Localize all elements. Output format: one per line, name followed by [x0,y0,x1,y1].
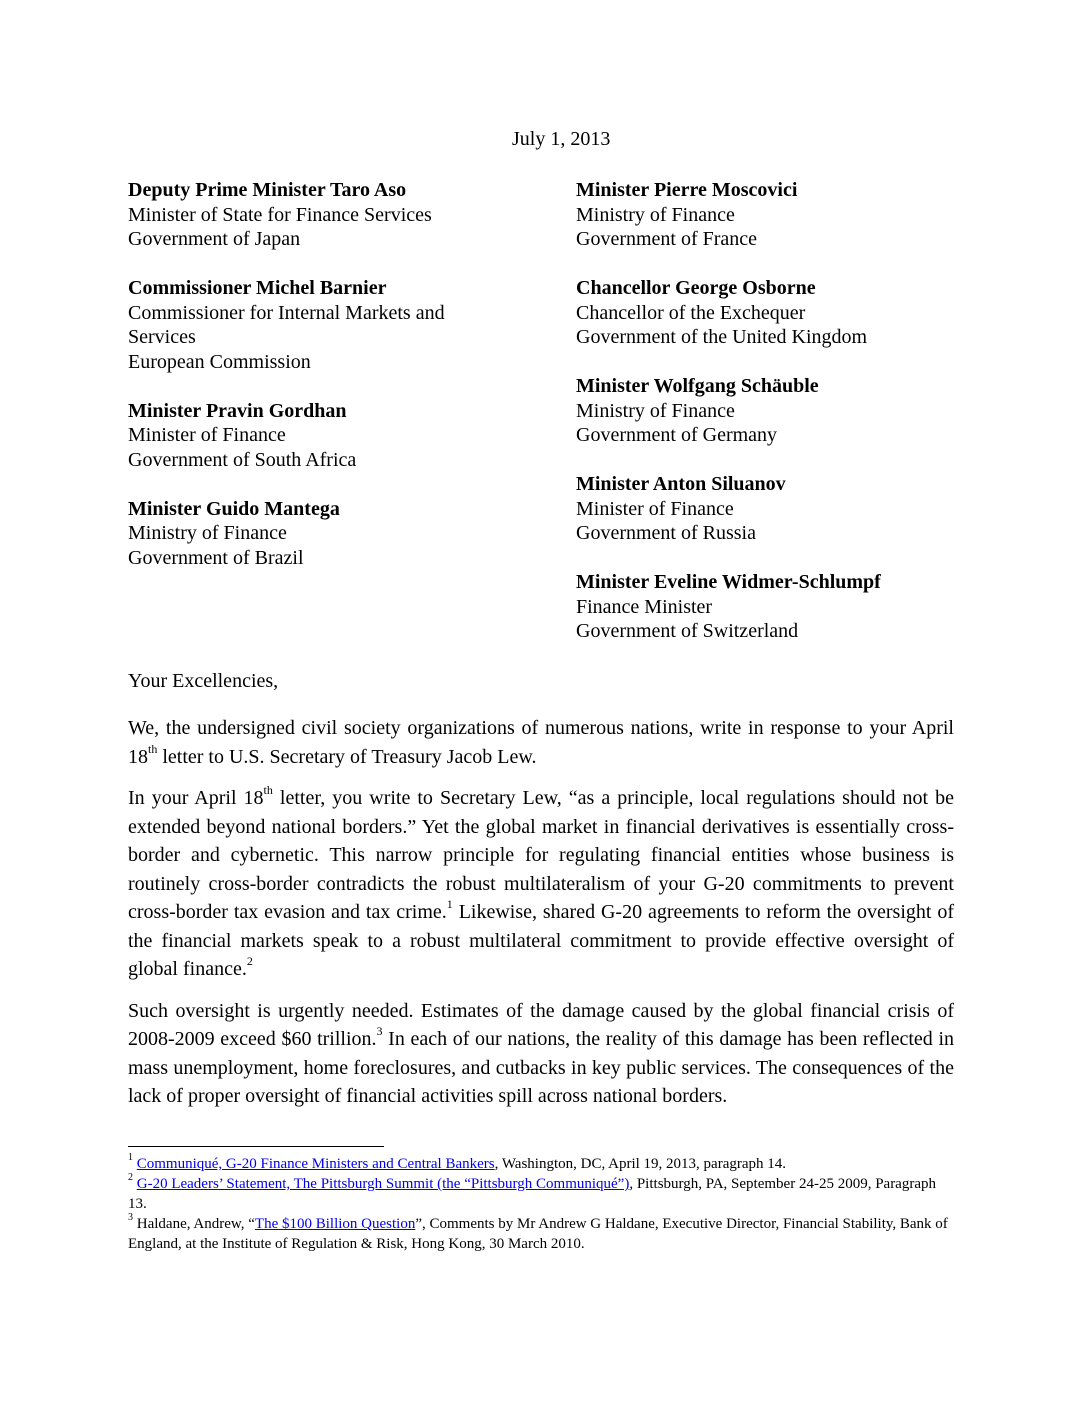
recipient-block [128,276,548,374]
footnote-ref: 3 [376,1024,383,1039]
recipient-title: Finance Minister [576,595,713,618]
footnote-divider [128,1146,384,1147]
recipient-government: Government of the United Kingdom [576,326,868,348]
paragraph-text: We, the undersigned civil society organizations of numerous nations, write in response to your April 18 [128,717,954,768]
paragraph-text: In your April 18 [128,787,264,809]
paragraph-text: letter to U.S. Secretary of Treasury Jacob Lew. [157,745,537,768]
salutation: Your Excellencies, [128,670,279,692]
recipient-block [576,570,1036,644]
recipient-government: Government of Switzerland [576,620,799,642]
recipient-government: Government of Germany [576,424,778,446]
recipient-name: Minister Pravin Gordhan [128,399,347,422]
recipient-name: Minister Wolfgang Schäuble [576,375,819,397]
footnote-number: 3 [128,1212,133,1223]
recipient-name: Minister Guido Mantega [128,497,340,520]
recipient-block [576,374,1036,448]
recipient-block [128,399,548,473]
recipient-title: Minister of Finance [128,424,286,446]
ordinal-suffix: th [148,741,158,756]
recipient-title: Ministry of Finance [128,522,287,544]
recipient-title: Minister of Finance [576,497,734,520]
footnote-text: , Pittsburgh, PA, September 24-25 2009, Paragraph 13. [128,1176,936,1212]
recipient-title: Ministry of Finance [576,399,735,422]
recipient-name: Minister Anton Siluanov [576,473,786,495]
footnote [128,1174,958,1214]
recipient-name: Chancellor George Osborne [576,277,816,299]
footnotes [128,1154,958,1254]
footnote-text: Haldane, Andrew, “ [136,1216,255,1232]
recipient-government: Government of France [576,228,758,250]
footnote-link[interactable]: The $100 Billion Question [254,1216,416,1232]
recipient-block [576,178,1036,252]
recipients-right-column [576,178,1036,668]
recipient-name: Deputy Prime Minister Taro Aso [128,179,407,201]
recipient-block [576,472,1036,546]
footnote-ref: 2 [246,954,253,969]
recipient-block [128,178,548,252]
recipient-title: Minister of State for Finance Services [128,203,432,226]
recipient-title: Chancellor of the Exchequer [576,301,806,324]
paragraph-text: Likewise, shared G-20 agreements to reform the oversight of the financial markets speak to a robust multilateral commitment to provide effective oversight of global finance. [128,901,954,980]
ordinal-suffix: th [263,783,273,798]
recipient-title: Commissioner for Internal Markets and [128,301,445,324]
recipient-government: Government of Japan [128,228,301,250]
recipient-name: Commissioner Michel Barnier [128,277,387,299]
letter-body [128,714,954,1124]
recipient-title-cont: Services [128,326,196,348]
footnote [128,1214,958,1254]
recipient-name: Minister Eveline Widmer-Schlumpf [576,571,881,593]
letter-date: July 1, 2013 [512,128,611,150]
recipient-block [576,276,1036,350]
footnote-link[interactable]: Communiqué, G-20 Finance Ministers and Central Bankers [136,1156,495,1172]
footnote-text: ”, Comments by Mr Andrew G Haldane, Executive Director, Financial Stability, Bank of England, at the Institute of Regulation & Risk, Hong Kong, 30 March 2010. [128,1216,948,1252]
recipient-government: European Commission [128,350,311,373]
body-paragraph [128,714,954,771]
recipients-left-column [128,178,548,595]
footnote-text: , Washington, DC, April 19, 2013, paragraph 14. [494,1156,787,1172]
recipient-name: Minister Pierre Moscovici [576,179,798,201]
recipient-government: Government of Russia [576,522,756,544]
paragraph-text: In each of our nations, the reality of this damage has been reflected in mass unemployment, home foreclosures, and cutbacks in key public services. The consequences of the lack of proper oversight of financial activities spill across national borders. [128,1028,954,1107]
footnote-ref: 1 [446,897,453,912]
paragraph-text: letter, you write to Secretary Lew, “as a principle, local regulations should not be extended beyond national borders.” Yet the global market in financial derivatives is essentially cross-border and cybernetic. This narrow principle for regulating financial entities whose business is routinely cross-border contradicts the robust multilateralism of your G-20 commitments to prevent cross-border tax evasion and tax crime. [128,787,954,923]
footnote-number: 1 [128,1152,133,1163]
recipient-government: Government of Brazil [128,546,304,569]
recipient-government: Government of South Africa [128,448,357,471]
body-paragraph [128,784,954,984]
body-paragraph [128,997,954,1111]
paragraph-text: Such oversight is urgently needed. Estimates of the damage caused by the global financial crisis of 2008-2009 exceed $60 trillion. [128,999,954,1050]
footnote-link[interactable]: G-20 Leaders’ Statement, The Pittsburgh Summit (the “Pittsburgh Communiqué”) [136,1176,630,1192]
recipient-title: Ministry of Finance [576,203,735,226]
footnote-number: 2 [128,1172,133,1183]
footnote [128,1154,958,1174]
recipient-block [128,497,548,571]
